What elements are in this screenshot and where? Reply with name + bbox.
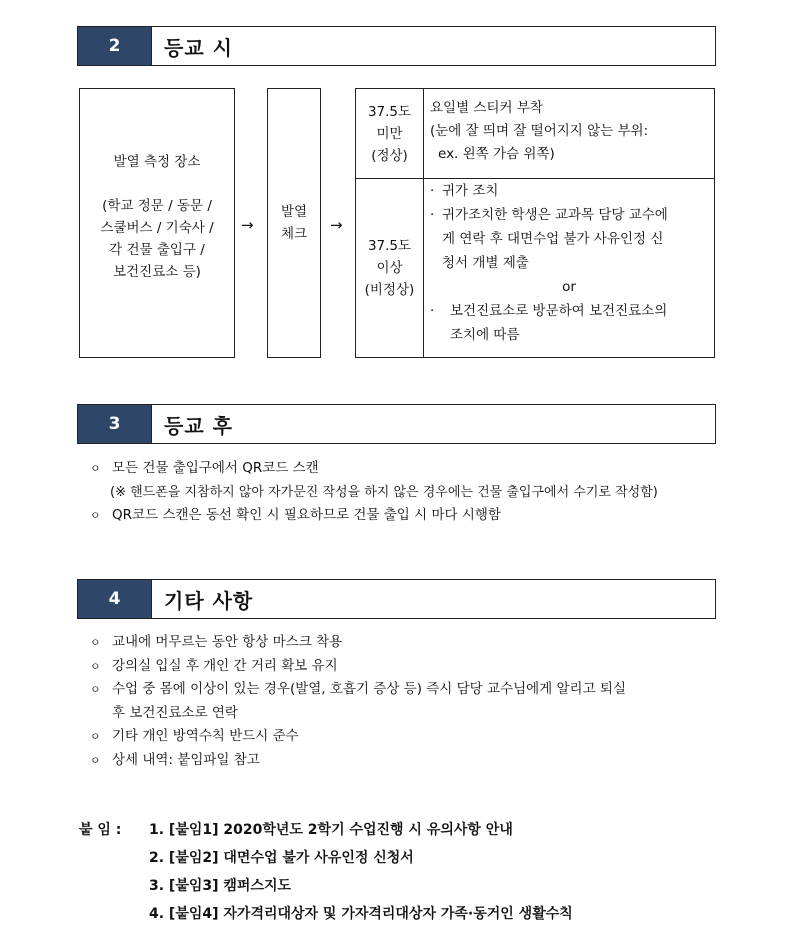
attachments-label: 붙 임 : <box>79 822 122 838</box>
list-text: 수업 중 몸에 이상이 있는 경우(발열, 호흡기 증상 등) 즉시 담당 교수님에게 알리고 퇴실 <box>112 681 627 697</box>
place-line: (학교 정문 / 동문 / <box>102 198 212 214</box>
list-item <box>90 678 730 702</box>
attachment-item: 4. [붙임4] 자가격리대상자 및 가자격리대상자 가족·동거인 생활수칙 <box>149 906 573 922</box>
attachment-item: 2. [붙임2] 대면수업 불가 사유인정 신청서 <box>149 850 414 866</box>
cond-line: (비정상) <box>364 282 415 298</box>
place-line: 보건진료소 등) <box>113 264 201 280</box>
list-text: 교내에 머무르는 동안 항상 마스크 착용 <box>112 634 343 650</box>
arrow-right: → <box>241 216 254 234</box>
attachments <box>79 816 573 928</box>
bullet-marker: ㅇ <box>90 683 101 696</box>
section-title: 등교 시 <box>151 27 715 65</box>
abnormal-action <box>424 179 714 357</box>
action-line: (눈에 잘 띄며 잘 떨어지지 않는 부위: <box>430 123 649 139</box>
or-text: or <box>562 279 576 295</box>
section-number: 2 <box>78 27 151 65</box>
cond-line: 이상 <box>376 260 403 276</box>
list-item <box>90 457 730 481</box>
cond-line: 37.5도 <box>367 103 412 120</box>
section-number: 4 <box>78 580 151 618</box>
place-title: 발열 측정 장소 <box>113 154 201 170</box>
list-item <box>90 504 730 528</box>
action-line: ex. 왼쪽 가슴 위쪽) <box>438 146 555 162</box>
bullet-marker: ㅇ <box>90 753 101 767</box>
list-text: QR코드 스캔은 동선 확인 시 필요하므로 건물 출입 시 마다 시행함 <box>112 507 501 523</box>
normal-condition <box>356 89 424 178</box>
section-header-3 <box>77 404 716 444</box>
cond-line: 37.5도 <box>367 238 412 254</box>
list-text: 상세 내역: 붙임파일 참고 <box>112 751 260 768</box>
section-header-4 <box>77 579 716 619</box>
normal-action <box>424 89 714 178</box>
list-item <box>90 655 730 679</box>
section-title: 등교 후 <box>151 405 715 443</box>
dot-marker: · <box>430 207 435 223</box>
list-text: 강의실 입실 후 개인 간 거리 확보 유지 <box>112 657 338 674</box>
attachment-item: 1. [붙임1] 2020학년도 2학기 수업진행 시 유의사항 안내 <box>149 822 513 838</box>
dot-marker: · <box>430 183 435 199</box>
place-line: 스쿨버스 / 기숙사 / <box>100 220 214 236</box>
section-header-2 <box>77 26 716 66</box>
section-title: 기타 사항 <box>151 580 715 618</box>
abnormal-condition <box>356 179 424 357</box>
normal-row <box>356 89 714 179</box>
list-text: 후 보건진료소로 연락 <box>112 704 238 721</box>
fever-check-box <box>267 88 321 358</box>
action-line: 귀가 조치 <box>442 183 499 199</box>
action-line: 귀가조치한 학생은 교과목 담당 교수에 <box>442 207 668 223</box>
bullet-marker: ㅇ <box>90 462 101 475</box>
check-line: 체크 <box>280 226 308 242</box>
after-list <box>90 457 730 528</box>
place-line: 각 건물 출입구 / <box>109 242 205 258</box>
action-line: 조치에 따름 <box>450 327 520 343</box>
bullet-marker: ㅇ <box>90 659 101 673</box>
bullet-marker: ㅇ <box>90 730 101 743</box>
action-line: 게 연락 후 대면수업 불가 사유인정 신 <box>442 231 664 247</box>
check-line: 발열 <box>280 204 308 220</box>
arrow-right: → <box>330 216 343 234</box>
cond-line: (정상) <box>371 147 408 164</box>
list-text: 기타 개인 방역수칙 반드시 준수 <box>112 728 299 744</box>
action-line: 요일별 스티커 부착 <box>430 100 543 116</box>
measure-place-box <box>79 88 235 358</box>
action-line: 보건진료소로 방문하여 보건진료소의 <box>450 303 668 319</box>
bullet-marker: ㅇ <box>90 636 101 649</box>
section-number: 3 <box>78 405 151 443</box>
list-item <box>90 631 730 655</box>
list-note: (※ 핸드폰을 지참하지 않아 자가문진 작성을 하지 않은 경우에는 건물 출입구에서 수기로 작성함) <box>110 484 658 500</box>
list-item <box>90 749 730 773</box>
abnormal-row <box>356 179 714 357</box>
list-text: 모든 건물 출입구에서 QR코드 스캔 <box>112 460 319 476</box>
list-item <box>90 725 730 749</box>
bullet-marker: ㅇ <box>90 509 101 522</box>
dot-marker: · <box>430 303 435 319</box>
cond-line: 미만 <box>376 125 403 142</box>
etc-list <box>90 631 730 772</box>
attachment-item: 3. [붙임3] 캠퍼스지도 <box>149 878 292 894</box>
action-line: 청서 개별 제출 <box>442 255 529 271</box>
